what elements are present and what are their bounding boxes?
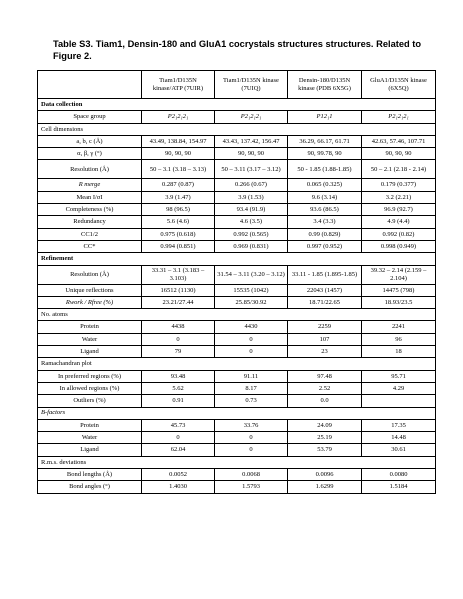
row-label: Ligand: [38, 444, 142, 456]
row-label: Outliers (%): [38, 395, 142, 407]
table-row: [38, 321, 436, 333]
value-cell: 3.4 (3.3): [288, 216, 362, 228]
value-cell: 93.48: [142, 370, 215, 382]
section-row: [38, 99, 436, 111]
value-cell: 97.48: [288, 370, 362, 382]
table-row: [38, 216, 436, 228]
value-cell: 95.71: [362, 370, 436, 382]
value-cell: 33.31 – 3.1 (3.183 – 3.103): [142, 265, 215, 284]
value-cell: 0: [215, 333, 288, 345]
value-cell: 5.6 (4.6): [142, 216, 215, 228]
section-row: [38, 253, 436, 265]
row-label: CC1/2: [38, 228, 142, 240]
value-cell: 4438: [142, 321, 215, 333]
value-cell: 0.992 (0.565): [215, 228, 288, 240]
value-cell: 107: [288, 333, 362, 345]
row-label: Water: [38, 432, 142, 444]
row-label: Bond angles (°): [38, 481, 142, 493]
value-cell: 93.6 (86.5): [288, 204, 362, 216]
value-cell: 0.287 (0.87): [142, 179, 215, 191]
value-cell: 0: [215, 346, 288, 358]
value-cell: [362, 395, 436, 407]
value-cell: 25.19: [288, 432, 362, 444]
value-cell: 15535 (1042): [215, 284, 288, 296]
header-cell: Tiam1/D135N kinase (7UIQ): [215, 71, 288, 99]
value-cell: 1.4030: [142, 481, 215, 493]
table-row: [38, 395, 436, 407]
value-cell: 3.9 (1.47): [142, 191, 215, 203]
value-cell: 0: [215, 444, 288, 456]
row-label: Resolution (Å): [38, 160, 142, 179]
table-caption: Table S3. Tiam1, Densin-180 and GluA1 cocrystals structures structures. Related to Figure 2.: [53, 39, 422, 61]
value-cell: 0.994 (0.851): [142, 240, 215, 252]
value-cell: 1.5184: [362, 481, 436, 493]
value-cell: 98 (96.5): [142, 204, 215, 216]
table-row: [38, 370, 436, 382]
value-cell: 0.065 (0.325): [288, 179, 362, 191]
table-row: [38, 191, 436, 203]
value-cell: 0.0: [288, 395, 362, 407]
table-row: [38, 444, 436, 456]
table-row: [38, 333, 436, 345]
value-cell: 43.49, 138.84, 154.97: [142, 135, 215, 147]
value-cell: 50 - 1.85 (1.88-1.85): [288, 160, 362, 179]
table-row: [38, 284, 436, 296]
value-cell: 50 – 3.11 (3.17 – 3.12): [215, 160, 288, 179]
group-row: [38, 358, 436, 370]
value-cell: 5.62: [142, 382, 215, 394]
crystallography-table: [37, 70, 436, 494]
value-cell: 0.0096: [288, 469, 362, 481]
value-cell: 90, 90, 90: [142, 148, 215, 160]
row-label: Protein: [38, 419, 142, 431]
value-cell: 90, 90, 90: [215, 148, 288, 160]
row-label: a, b, c (Å): [38, 135, 142, 147]
value-cell: 24.09: [288, 419, 362, 431]
value-cell: 53.79: [288, 444, 362, 456]
row-label: Water: [38, 333, 142, 345]
table-row: [38, 204, 436, 216]
table-row: [38, 228, 436, 240]
value-cell: 4430: [215, 321, 288, 333]
value-cell: P2₁2₁2₁: [142, 111, 215, 123]
value-cell: 43.43, 137.42, 156.47: [215, 135, 288, 147]
table-row: [38, 432, 436, 444]
table-row: [38, 346, 436, 358]
value-cell: 9.6 (3.14): [288, 191, 362, 203]
row-label: Completeness (%): [38, 204, 142, 216]
row-label: α, β, γ (°): [38, 148, 142, 160]
row-label: Protein: [38, 321, 142, 333]
value-cell: 0.969 (0.831): [215, 240, 288, 252]
value-cell: 22043 (1457): [288, 284, 362, 296]
value-cell: 90, 90, 90: [362, 148, 436, 160]
value-cell: 18.93/23.5: [362, 296, 436, 308]
value-cell: P2₁2₁2₁: [362, 111, 436, 123]
value-cell: 45.73: [142, 419, 215, 431]
value-cell: 39.32 – 2.14 (2.159 – 2.104): [362, 265, 436, 284]
value-cell: 0.179 (0.377): [362, 179, 436, 191]
group-row: [38, 123, 436, 135]
value-cell: 17.35: [362, 419, 436, 431]
value-cell: 0.99 (0.829): [288, 228, 362, 240]
row-label: Resolution (Å): [38, 265, 142, 284]
table-row: [38, 135, 436, 147]
table-row: [38, 419, 436, 431]
value-cell: 1.5793: [215, 481, 288, 493]
value-cell: 0.0080: [362, 469, 436, 481]
header-cell: Tiam1/D135N kinase/ATP (7UIR): [142, 71, 215, 99]
value-cell: 18.71/22.65: [288, 296, 362, 308]
value-cell: 0.997 (0.952): [288, 240, 362, 252]
header-row: [38, 71, 436, 99]
value-cell: 23.21/27.44: [142, 296, 215, 308]
row-label: Bond lengths (Å): [38, 469, 142, 481]
value-cell: P12₁1: [288, 111, 362, 123]
value-cell: 93.4 (91.9): [215, 204, 288, 216]
value-cell: 0: [215, 432, 288, 444]
value-cell: 50 – 2.1 (2.18 - 2.14): [362, 160, 436, 179]
row-label: In allowed regions (%): [38, 382, 142, 394]
table-row: [38, 179, 436, 191]
value-cell: 50 – 3.1 (3.18 – 3.13): [142, 160, 215, 179]
group-heading: No. atoms: [38, 309, 436, 321]
value-cell: 18: [362, 346, 436, 358]
header-cell: GluA1/D135N kinase (6X5Q): [362, 71, 436, 99]
row-label: Space group: [38, 111, 142, 123]
table-row: [38, 111, 436, 123]
value-cell: 14475 (798): [362, 284, 436, 296]
row-label: Ligand: [38, 346, 142, 358]
row-label: In preferred regions (%): [38, 370, 142, 382]
table-row: [38, 382, 436, 394]
value-cell: 16512 (1130): [142, 284, 215, 296]
value-cell: 4.29: [362, 382, 436, 394]
row-label: Unique reflections: [38, 284, 142, 296]
group-heading: B-factors: [38, 407, 436, 419]
value-cell: 0: [142, 333, 215, 345]
value-cell: P2₁2₁2₁: [215, 111, 288, 123]
value-cell: 4.6 (3.5): [215, 216, 288, 228]
row-label: Mean I/σI: [38, 191, 142, 203]
value-cell: 96.9 (92.7): [362, 204, 436, 216]
value-cell: 1.6299: [288, 481, 362, 493]
value-cell: 36.29, 66.17, 61.71: [288, 135, 362, 147]
value-cell: 91.11: [215, 370, 288, 382]
value-cell: 33.76: [215, 419, 288, 431]
table-row: [38, 265, 436, 284]
value-cell: 0.975 (0.618): [142, 228, 215, 240]
value-cell: 33.11 - 1.85 (1.895-1.85): [288, 265, 362, 284]
value-cell: 25.85/30.92: [215, 296, 288, 308]
value-cell: 31.54 – 3.11 (3.20 – 3.12): [215, 265, 288, 284]
value-cell: 2259: [288, 321, 362, 333]
value-cell: 0.266 (0.67): [215, 179, 288, 191]
value-cell: 0.0068: [215, 469, 288, 481]
value-cell: 62.04: [142, 444, 215, 456]
table-row: [38, 469, 436, 481]
group-heading: Ramachandran plot: [38, 358, 436, 370]
table-row: [38, 481, 436, 493]
table-row: [38, 160, 436, 179]
row-label: R merge: [38, 179, 142, 191]
value-cell: 4.9 (4.4): [362, 216, 436, 228]
value-cell: 8.17: [215, 382, 288, 394]
row-label: Redundancy: [38, 216, 142, 228]
value-cell: 0.998 (0.949): [362, 240, 436, 252]
value-cell: 2241: [362, 321, 436, 333]
row-label: Rwork / Rfree (%): [38, 296, 142, 308]
group-row: [38, 407, 436, 419]
value-cell: 3.2 (2.21): [362, 191, 436, 203]
value-cell: 0.0052: [142, 469, 215, 481]
value-cell: 0.73: [215, 395, 288, 407]
value-cell: 96: [362, 333, 436, 345]
header-cell: [38, 71, 142, 99]
header-cell: Densin-180/D135N kinase (PDB 6X5G): [288, 71, 362, 99]
section-heading: Refinement: [38, 253, 436, 265]
value-cell: 3.9 (1.53): [215, 191, 288, 203]
row-label: CC*: [38, 240, 142, 252]
section-heading: Data collection: [38, 99, 436, 111]
value-cell: 0.91: [142, 395, 215, 407]
value-cell: 2.52: [288, 382, 362, 394]
group-row: [38, 309, 436, 321]
value-cell: 14.48: [362, 432, 436, 444]
value-cell: 79: [142, 346, 215, 358]
group-heading: R.m.s. deviations: [38, 456, 436, 468]
table-row: [38, 148, 436, 160]
table-row: [38, 296, 436, 308]
table-row: [38, 240, 436, 252]
value-cell: 90, 99.78, 90: [288, 148, 362, 160]
value-cell: 30.61: [362, 444, 436, 456]
group-heading: Cell dimensions: [38, 123, 436, 135]
group-row: [38, 456, 436, 468]
value-cell: 23: [288, 346, 362, 358]
value-cell: 42.63, 57.46, 107.71: [362, 135, 436, 147]
value-cell: 0.992 (0.82): [362, 228, 436, 240]
value-cell: 0: [142, 432, 215, 444]
